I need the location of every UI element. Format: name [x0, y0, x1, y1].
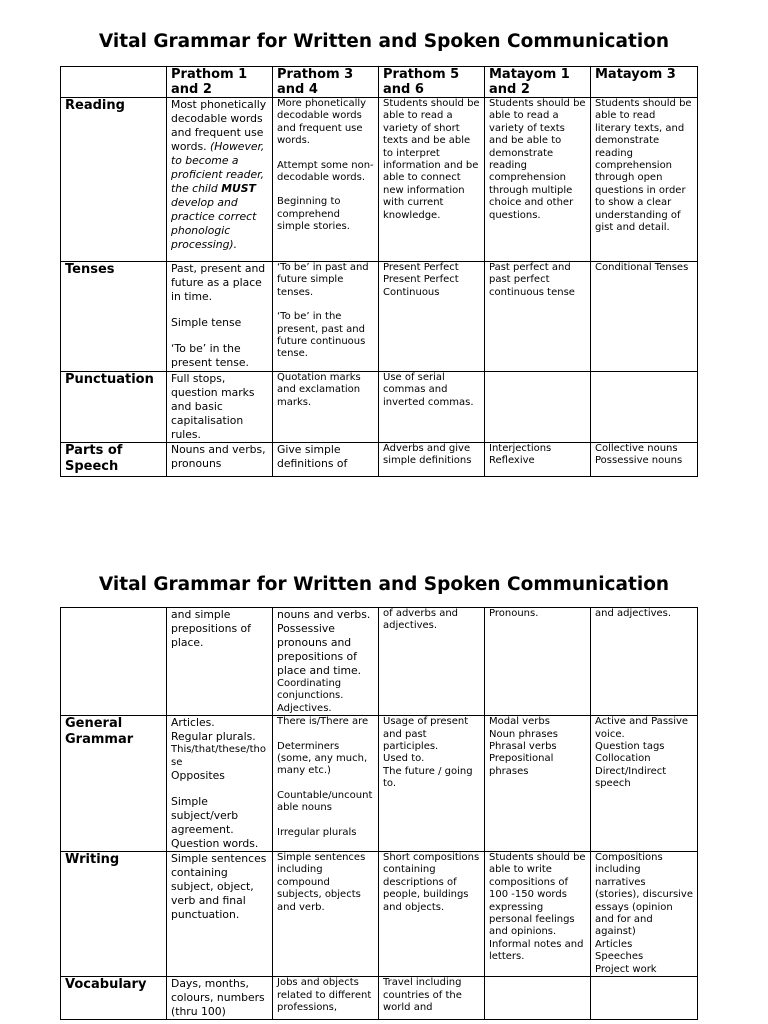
table-row-vocabulary: [61, 977, 698, 1020]
tenses-p12-line-2: Simple tense: [171, 316, 242, 329]
cont-prathom-1-2: and simple prepositions of place.: [167, 608, 273, 716]
reading-p12-text: Most phonetically decodable words and frequent use words.: [171, 98, 267, 153]
cont-p34-b: Possessive pronouns and prepositions of place and time.: [277, 622, 362, 677]
writing-m3-a: Compositions including narratives (stories), discursive essays (opinion and for and against): [595, 852, 694, 938]
reading-prathom-1-2: [167, 98, 273, 262]
general-matayom-1-2: [485, 716, 591, 852]
punctuation-matayom-1-2: [485, 372, 591, 443]
tenses-prathom-3-4: [273, 262, 379, 372]
writing-prathom-3-4: Simple sentences including compound subjects, objects and verb.: [273, 852, 379, 977]
cont-p34-d: Adjectives.: [277, 702, 332, 714]
row-label-tenses: Tenses: [61, 262, 167, 372]
general-p12-e: Simple subject/verb agreement.: [171, 795, 239, 837]
general-m12-line-4: Prepositional phrases: [489, 753, 554, 777]
writing-m12-b: Informal notes and letters.: [489, 938, 584, 963]
general-p34-line-2: Determiners (some, any much, many etc.): [277, 740, 368, 777]
general-m3-line-2: Question tags: [595, 741, 665, 753]
reading-p34-line-3: Beginning to comprehend simple stories.: [277, 196, 350, 233]
tenses-matayom-1-2: Past perfect and past perfect continuous tense: [485, 262, 591, 372]
general-p12-b: Regular plurals.: [171, 730, 256, 744]
parts-prathom-5-6: Adverbs and give simple definitions: [379, 443, 485, 477]
reading-p34-line-1: More phonetically decodable words and frequent use words.: [277, 98, 367, 147]
parts-m3-line-1: Collective nouns: [595, 443, 678, 454]
grammar-table-1: [60, 66, 698, 477]
header-prathom-3-4: Prathom 3 and 4: [273, 67, 379, 98]
punctuation-matayom-3: [591, 372, 698, 443]
header-prathom-1-2: Prathom 1 and 2: [167, 67, 273, 98]
table-row-punctuation: [61, 372, 698, 443]
general-m3-line-4: Direct/Indirect speech: [595, 765, 667, 790]
general-p12-c: This/that/these/those: [171, 744, 266, 768]
tenses-prathom-1-2: [167, 262, 273, 372]
general-p56-line-3: The future / going to.: [383, 765, 473, 790]
general-p12-a: Articles.: [171, 716, 215, 730]
tenses-p34-line-1: ‘To be’ in past and future simple tenses.: [277, 262, 369, 298]
tenses-p34-line-2: ‘To be’ in the present, past and future continuous tense.: [277, 311, 366, 360]
general-m3-line-3: Collocation: [595, 753, 651, 765]
general-prathom-3-4: [273, 716, 379, 852]
tenses-p12-line-3: ‘To be’ in the present tense.: [171, 342, 249, 369]
row-label-parts-of-speech: Parts of Speech: [61, 443, 167, 477]
general-matayom-3: [591, 716, 698, 852]
grammar-table-2: [60, 607, 698, 1020]
writing-matayom-1-2: [485, 852, 591, 977]
general-p34-line-4: Irregular plurals: [277, 826, 357, 838]
cont-matayom-3: and adjectives.: [591, 608, 698, 716]
header-matayom-3: Matayom 3: [591, 67, 698, 98]
row-label-punctuation: Punctuation: [61, 372, 167, 443]
reading-prathom-3-4: [273, 98, 379, 262]
reading-matayom-3: Students should be able to read literary texts, and demonstrate reading comprehension through open questions in order to show a clear understanding of gist and detail.: [591, 98, 698, 262]
vocab-matayom-1-2: [485, 977, 591, 1020]
tenses-p12-line-1: Past, present and future as a place in time.: [171, 262, 266, 303]
general-m12-line-3: Phrasal verbs: [489, 741, 557, 753]
reading-p12-must: MUST: [221, 182, 256, 195]
tenses-matayom-3: Conditional Tenses: [591, 262, 698, 372]
reading-p12-note-end: develop and practice correct phonologic processing).: [171, 196, 257, 251]
writing-prathom-1-2: Simple sentences containing subject, object, verb and final punctuation.: [167, 852, 273, 977]
general-p56-line-1: Usage of present and past participles.: [383, 716, 469, 753]
cont-prathom-5-6: of adverbs and adjectives.: [379, 608, 485, 716]
parts-prathom-1-2: Nouns and verbs, pronouns: [167, 443, 273, 477]
reading-p12-note: (However, to become a proficient reader, the child: [171, 140, 265, 195]
vocab-matayom-3: [591, 977, 698, 1020]
writing-matayom-3: [591, 852, 698, 977]
header-matayom-1-2: Matayom 1 and 2: [485, 67, 591, 98]
header-row: [61, 67, 698, 98]
table-row-writing: [61, 852, 698, 977]
general-prathom-5-6: [379, 716, 485, 852]
vocab-prathom-1-2: Days, months, colours, numbers (thru 100): [167, 977, 273, 1020]
cont-p34-a: nouns and verbs.: [277, 608, 371, 621]
general-prathom-1-2: [167, 716, 273, 852]
writing-m3-b: Articles: [595, 938, 633, 950]
table-row-general-grammar: [61, 716, 698, 852]
parts-matayom-1-2: [485, 443, 591, 477]
general-p12-d: Opposites: [171, 769, 225, 783]
general-p12-f: Question words.: [171, 837, 259, 851]
tenses-p56-line-2: Present Perfect Continuous: [383, 274, 459, 298]
parts-m3-line-2: Possessive nouns: [595, 455, 683, 467]
cont-p34-c: Coordinating conjunctions.: [277, 678, 344, 702]
cont-matayom-1-2: Pronouns.: [485, 608, 591, 716]
parts-m12-line-1: Interjections: [489, 443, 552, 454]
general-m3-line-1: Active and Passive voice.: [595, 716, 689, 740]
row-label-general-grammar: General Grammar: [61, 716, 167, 852]
table-row-parts-of-speech: [61, 443, 698, 477]
general-p34-line-1: There is/There are: [277, 716, 369, 728]
tenses-p56-line-1: Present Perfect: [383, 262, 459, 273]
table-row-continued: [61, 608, 698, 716]
writing-m3-c: Speeches: [595, 951, 644, 963]
table-row-tenses: [61, 262, 698, 372]
punctuation-prathom-1-2: Full stops, question marks and basic capitalisation rules.: [167, 372, 273, 443]
punctuation-prathom-3-4: Quotation marks and exclamation marks.: [273, 372, 379, 443]
reading-matayom-1-2: Students should be able to read a variety of texts and be able to demonstrate reading comprehension through multiple choice and other questions.: [485, 98, 591, 262]
row-label-continued: [61, 608, 167, 716]
row-label-writing: Writing: [61, 852, 167, 977]
table-row-reading: [61, 98, 698, 262]
parts-m12-line-2: Reflexive: [489, 455, 535, 467]
general-p34-line-3: Countable/uncountable nouns: [277, 789, 373, 814]
parts-prathom-3-4: Give simple definitions of: [273, 443, 379, 477]
general-m12-line-2: Noun phrases: [489, 728, 558, 740]
general-p56-line-2: Used to.: [383, 753, 425, 765]
cont-p34-line-1: [277, 608, 374, 678]
tenses-prathom-5-6: [379, 262, 485, 372]
row-label-vocabulary: Vocabulary: [61, 977, 167, 1020]
row-label-reading: Reading: [61, 98, 167, 262]
reading-p34-line-2: Attempt some non-decodable words.: [277, 159, 374, 184]
parts-matayom-3: [591, 443, 698, 477]
vocab-prathom-5-6: Travel including countries of the world and: [379, 977, 485, 1020]
writing-m12-a: Students should be able to write compositions of 100 -150 words expressing personal feelings and opinions.: [489, 852, 586, 938]
page-title-1: Vital Grammar for Written and Spoken Communication: [98, 31, 670, 52]
writing-prathom-5-6: Short compositions containing descriptions of people, buildings and objects.: [379, 852, 485, 977]
header-prathom-5-6: Prathom 5 and 6: [379, 67, 485, 98]
writing-m3-d: Project work: [595, 963, 657, 975]
cont-prathom-3-4: [273, 608, 379, 716]
general-m12-line-1: Modal verbs: [489, 716, 550, 728]
punctuation-prathom-5-6: Use of serial commas and inverted commas.: [379, 372, 485, 443]
header-empty-cell: [61, 67, 167, 98]
reading-prathom-5-6: Students should be able to read a variety of short texts and be able to interpret information and be able to connect new information with current knowledge.: [379, 98, 485, 262]
vocab-prathom-3-4: Jobs and objects related to different professions,: [273, 977, 379, 1020]
page-title-2: Vital Grammar for Written and Spoken Communication: [98, 574, 670, 595]
